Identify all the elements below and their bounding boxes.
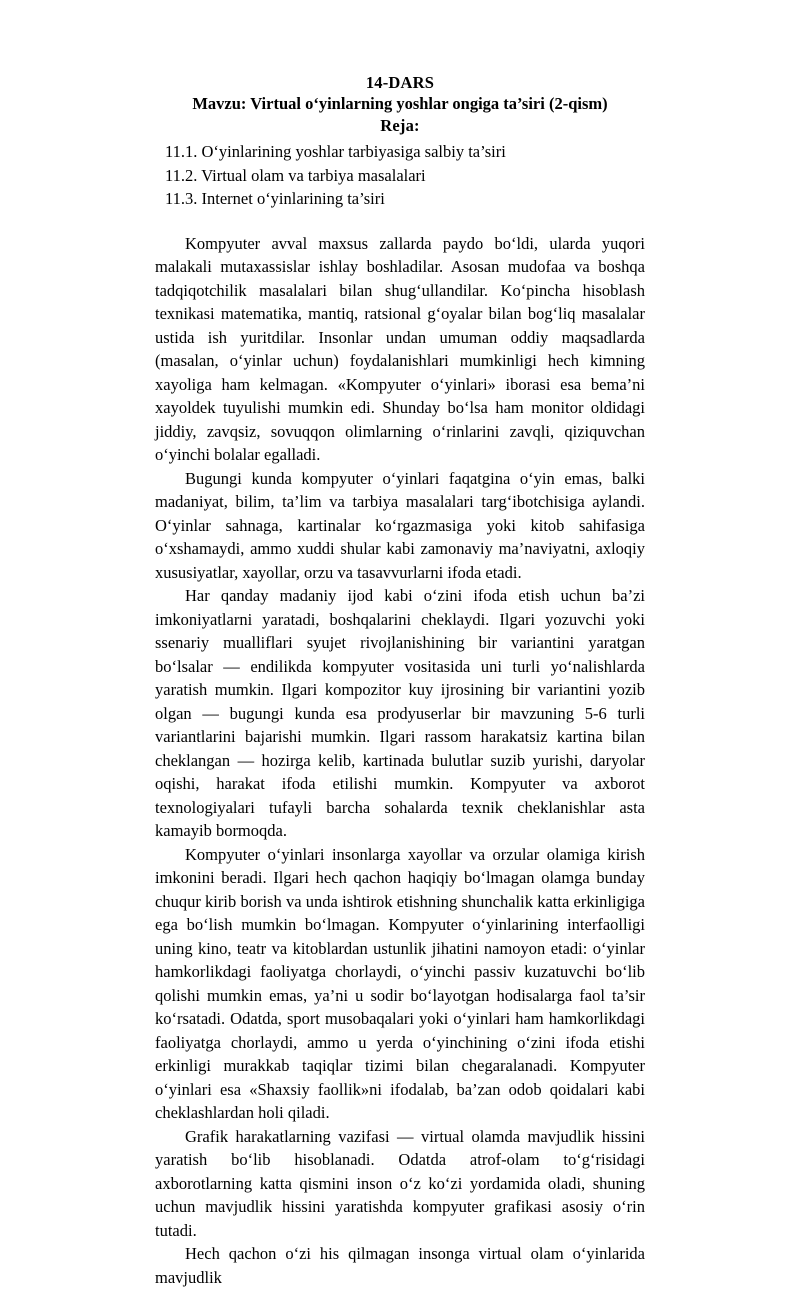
document-body [155,232,645,1289]
plan-label-heading: Reja: [380,115,420,135]
body-paragraph: Har qanday madaniy ijod kabi o‘zini ifoda etish uchun ba’zi imkoniyatlarni yaratadi, boshqalarini cheklaydi. Ilgari yozuvchi yoki ssenariy mualliflari syujet rivojlanishining bir variantini yaratgan bo‘lsalar — endilikda kompyuter vositasida uni turli yo‘nalishlarda yaratish mumkin. Ilgari kompozitor kuy ijrosining bir variantini yozib olgan — bugungi kunda esa prodyuserlar bir mavzuning 5-6 turli variantlarini bajarishi mumkin. Ilgari rassom harakatsiz kartina bilan cheklangan — hozirga kelib, kartinada bulutlar suzib yurishi, daryolar oqishi, harakat ifoda etilishi mumkin. Kompyuter va axborot texnologiyalari tufayli barcha sohalarda texnik cheklanishlar asta kamayib bormoqda. [155,586,645,841]
body-paragraph: Grafik harakatlarning vazifasi — virtual olamda mavjudlik hissini yaratish bo‘lib hisoblanadi. Odatda atrof-olam to‘g‘risidagi axborotlarning katta qismini inson o‘z ko‘zi yordamida oladi, shuning uchun mavjudlik hissini yaratishda kompyuter grafikasi asosiy o‘rin tutadi. [155,1126,645,1240]
body-paragraph: Bugungi kunda kompyuter o‘yinlari faqatgina o‘yin emas, balki madaniyat, bilim, ta’lim va tarbiya masalalari targ‘ibotchisiga aylandi. O‘yinlar sahnaga, kartinalar ko‘rgazmasiga yoki kitob sahifasiga o‘xshamaydi, ammo xuddi shular kabi zamonaviy ma’naviyatni, axloqiy xususiyatlar, xayollar, orzu va tasavvurlarni ifoda etadi. [155,468,645,582]
body-paragraph: Hech qachon o‘zi his qilmagan insonga virtual olam o‘yinlarida mavjudlik [155,1244,645,1287]
plan-list [155,140,645,210]
lesson-number-heading: 14-DARS [365,73,435,92]
plan-list-item: 11.3. Internet o‘yinlarining ta’siri [165,189,385,209]
document-heading-block [155,72,645,136]
plan-list-item: 11.1. O‘yinlarining yoshlar tarbiyasiga salbiy ta’siri [165,142,506,162]
plan-list-item: 11.2. Virtual olam va tarbiya masalalari [165,165,426,185]
body-paragraph: Kompyuter avval maxsus zallarda paydo bo‘ldi, ularda yuqori malakali mutaxassislar ishlay boshladilar. Asosan mudofaa va boshqa tadqiqotchilik masalalari bilan shug‘ullandilar. Ko‘pincha hisoblash texnikasi matematika, mantiq, ratsional g‘oyalar bilan bog‘liq masalalar ustida ish yuritdilar. Insonlar undan umuman oddiy maqsadlarda (masalan, o‘yinlar uchun) foydalanishlari mumkinligi hech kimning xayoliga ham kelmagan. «Kompyuter o‘yinlari» iborasi esa bema’ni xayoldek tuyulishi mumkin edi. Shunday bo‘lsa ham monitor oldidagi jiddiy, zavqsiz, sovuqqon olimlarning o‘rinlarini zavqli, qiziquvchan o‘yinchi bolalar egalladi. [155,233,645,465]
body-paragraph: Kompyuter o‘yinlari insonlarga xayollar va orzular olamiga kirish imkonini beradi. Ilgari hech qachon haqiqiy bo‘lmagan olamga bunday chuqur kirib borish va unda ishtirok etishning shunchalik katta erkinligiga ega bo‘lish mumkin bo‘lmagan. Kompyuter o‘yinlarining interfaolligi uning kino, teatr va kitoblardan ustunlik jihatini namoyon etadi: o‘yinlar hamkorlikdagi faoliyatga chorlaydi, o‘yinchi passiv kuzatuvchi bo‘lib qolishi mumkin emas, ya’ni u sodir bo‘layotgan hodisalarga faol ta’sir ko‘rsatadi. Odatda, sport musobaqalari yoki o‘yinlari ham hamkorlikdagi faoliyatga chorlaydi, ammo u yerda o‘yinchining o‘zini ifoda etishi erkinligi murakkab taqiqlar tizimi bilan chegaralanadi. Kompyuter o‘yinlari esa «Shaxsiy faollik»ni ifodalab, ba’zan odob qoidalari kabi cheklashlardan holi qiladi. [155,844,645,1123]
subject-heading: Mavzu: Virtual o‘yinlarning yoshlar ongiga ta’siri (2-qism) [192,94,608,114]
